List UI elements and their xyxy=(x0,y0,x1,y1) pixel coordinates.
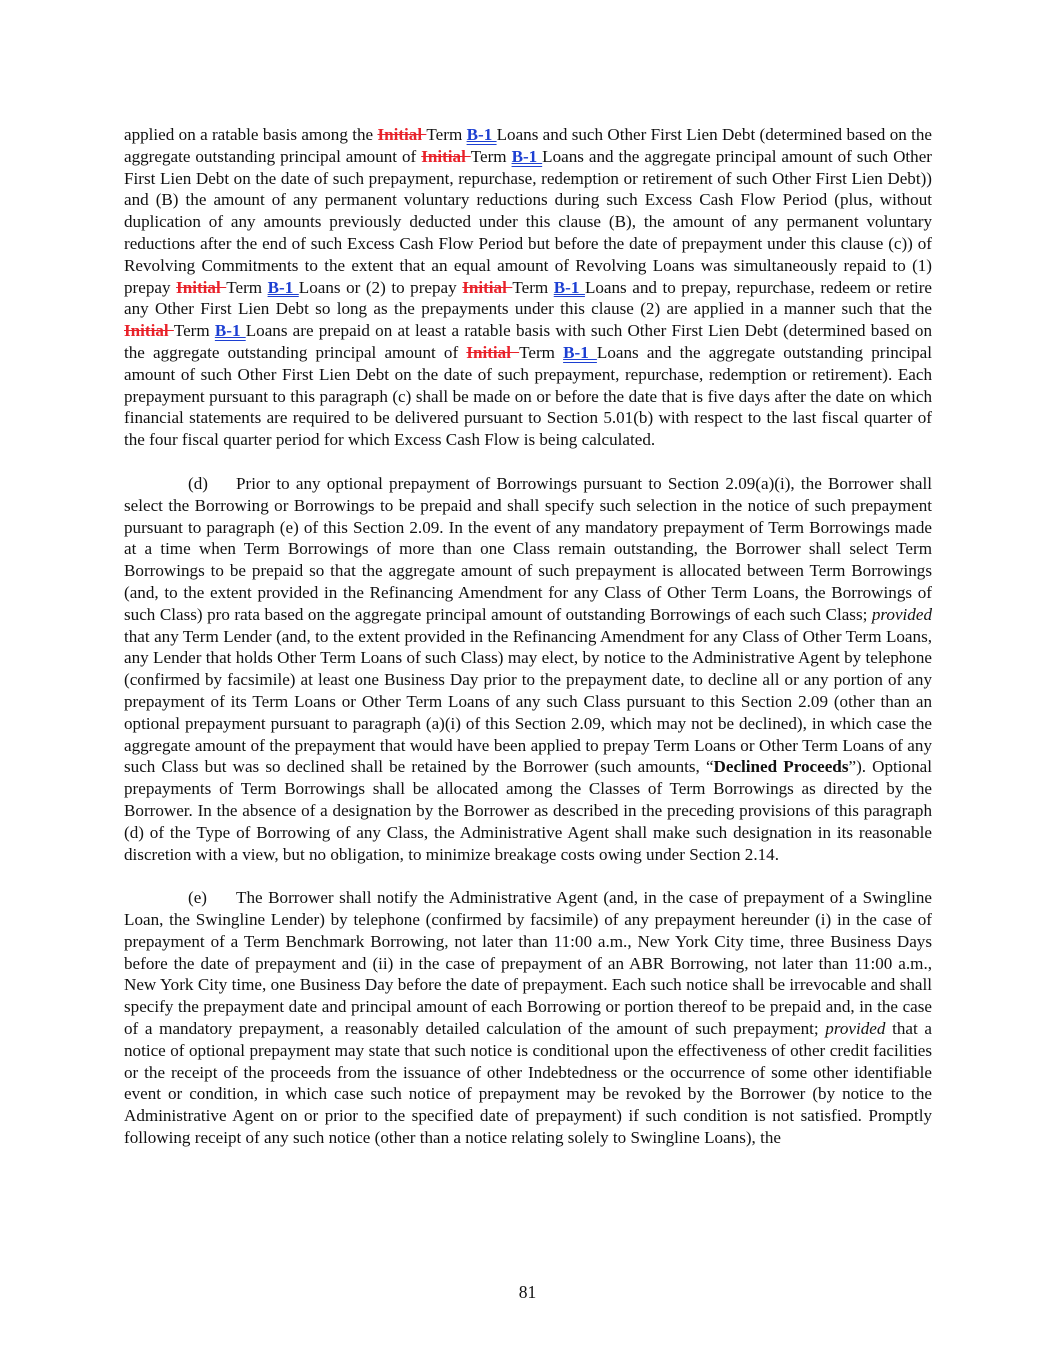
inserted-text: B-1 xyxy=(553,277,585,297)
body-text: ”). Optional prepayments of Term Borrowings shall be allocated among the Classes of Term Borrowings as directed by the Borrower. In the absence of a designation by the Borrower as described in the preceding provisions of this paragraph (d) of the Type of Borrowing of any Class, the Administrative Agent shall make such designation in its reasonable discretion with a view, but no obligation, to minimize breakage costs owing under Section 2.14. xyxy=(124,757,932,864)
body-text: Term xyxy=(173,321,215,341)
body-text: Loans or (2) to prepay xyxy=(298,277,463,297)
body-text: Term xyxy=(519,342,564,362)
body-text: Loans and to prepay, repurchase, redeem or retire any Other First Lien Debt so long as the prepayments under this clause (2) are applied in a manner such that the xyxy=(124,277,932,319)
body-text: Loans and the aggregate principal amount of such Other First Lien Debt on the date of such prepayment, repurchase, redemption or retirement of such Other First Lien Debt)) and (B) the amount of any permanent voluntary reductions during such Excess Cash Flow Period (plus, without duplication of any amounts previously deducted under this clause (B), the amount of any permanent voluntary reductions after the end of such Excess Cash Flow Period but before the date of prepayment under this clause (c)) of Revolving Commitments to the extent that an equal amount of Revolving Loans was simultaneously repaid to (1) prepay xyxy=(124,146,932,297)
paragraph-c-continuation xyxy=(124,124,932,451)
deleted-text: Initial xyxy=(377,125,427,144)
italic-term: provided xyxy=(825,1019,886,1039)
deleted-text: Initial xyxy=(421,146,471,166)
inserted-text: B-1 xyxy=(466,125,497,144)
inserted-text: B-1 xyxy=(267,277,299,297)
body-text: Term xyxy=(470,146,512,166)
body-text: The Borrower shall notify the Administrative Agent (and, in the case of prepayment of a Swingline Loan, the Swingline Lender) by telephone (confirmed by facsimile) of any prepayment hereunder (i) in the case of prepayment of a Term Benchmark Borrowing, not later than 11:00 a.m., New York City time, three Business Days before the date of prepayment and (ii) in the case of prepayment of an ABR Borrowing, not later than 11:00 a.m., New York City time, one Business Day before the date of prepayment. Each such notice shall be irrevocable and shall specify the prepayment date and principal amount of each Borrowing or portion thereof to be prepaid and, in the case of a mandatory prepayment, a reasonably detailed calculation of the amount of such prepayment; xyxy=(124,888,932,1039)
body-text: that any Term Lender (and, to the extent provided in the Refinancing Amendment for any Class of Other Term Loans, any Lender that holds Other Term Loans of such Class) may elect, by notice to the Administrative Agent by telephone (confirmed by facsimile) at least one Business Day prior to the prepayment date, to decline all or any portion of any prepayment of its Term Loans or Other Term Loans of any such Class pursuant to this Section 2.09 (other than an optional prepayment pursuant to paragraph (a)(i) of this Section 2.09, which may not be declined), in which case the aggregate amount of the prepayment that would have been applied to prepay Term Loans or Other Term Loans of any such Class but was so declined shall be retained by the Borrower (such amounts, “ xyxy=(124,626,932,777)
body-text: Term xyxy=(226,277,268,297)
paragraph-d xyxy=(124,473,932,865)
body-text: Loans and such Other First Lien Debt (determined based on the aggregate outstanding principal amount of xyxy=(124,125,933,166)
body-text: that a notice of optional prepayment may state that such notice is conditional upon the effectiveness of other credit facilities or the receipt of the proceeds from the issuance of other Indebtedness or the occurrence of some other identifiable event or condition, in which case such notice of prepayment may be revoked by the Borrower (by notice to the Administrative Agent on or prior to the specified date of prepayment) if such condition is not satisfied. Promptly following receipt of any such notice (other than a notice relating solely to Swingline Loans), the xyxy=(124,1019,932,1148)
paragraph-e xyxy=(124,887,932,1149)
deleted-text: Initial xyxy=(176,277,227,297)
italic-term: provided xyxy=(871,604,932,624)
body-text: Loans are prepaid on at least a ratable basis with such Other First Lien Debt (determined based on the aggregate outstanding principal amount of xyxy=(124,321,932,362)
inserted-text: B-1 xyxy=(511,146,543,166)
paragraph-label: (e) xyxy=(188,888,207,908)
inserted-text: B-1 xyxy=(214,321,246,341)
body-text: applied on a ratable basis among the xyxy=(124,125,378,144)
inserted-text: B-1 xyxy=(563,342,597,362)
deleted-text: Initial xyxy=(462,277,513,297)
body-text: Term xyxy=(426,125,467,144)
deleted-text: Initial xyxy=(466,342,520,362)
paragraph-spacer xyxy=(124,451,932,473)
document-page xyxy=(124,124,932,1149)
defined-term: Declined Proceeds xyxy=(713,757,849,777)
body-text: Prior to any optional prepayment of Borrowings pursuant to Section 2.09(a)(i), the Borrower shall select the Borrowing or Borrowings to be prepaid and shall specify such selection in the notice of such prepayment pursuant to paragraph (e) of this Section 2.09. In the event of any mandatory prepayment of Term Borrowings made at a time when Term Borrowings of more than one Class remain outstanding, the Borrower shall select Term Borrowings to be prepaid so that the aggregate amount of such prepayment is allocated between Term Borrowings (and, to the extent provided in the Refinancing Amendment for any Class of Other Term Loans, the Borrowings of such Class) pro rata based on the aggregate principal amount of outstanding Borrowings of each such Class; xyxy=(124,473,932,624)
deleted-text: Initial xyxy=(124,321,174,341)
body-text: Term xyxy=(512,277,554,297)
paragraph-label: (d) xyxy=(188,473,208,493)
page-number: 81 xyxy=(518,1282,537,1302)
body-text: Loans and the aggregate outstanding principal amount of such Other First Lien Debt on the date of such prepayment, repurchase, redemption or retirement). Each prepayment pursuant to this paragraph (c) shall be made on or before the date that is five days after the date on which financial statements are required to be delivered pursuant to Section 5.01(b) with respect to the last fiscal quarter of the four fiscal quarter period for which Excess Cash Flow is being calculated. xyxy=(124,342,932,450)
paragraph-spacer xyxy=(124,865,932,887)
